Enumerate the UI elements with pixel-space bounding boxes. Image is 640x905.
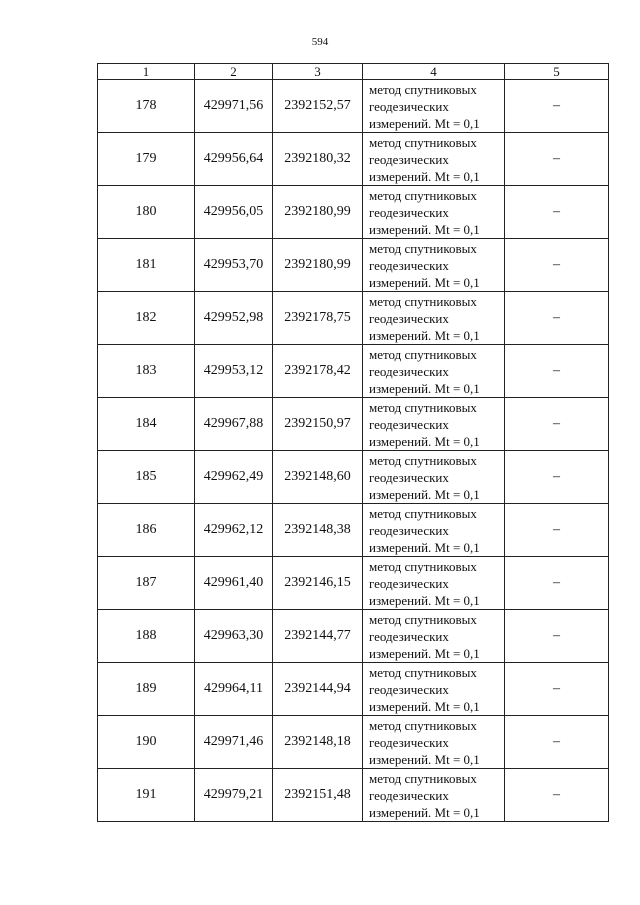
method-line: геодезических: [369, 787, 449, 803]
method-cell: [363, 239, 505, 292]
header-col-3: 3: [273, 64, 363, 80]
point-number-cell: 188: [98, 610, 195, 663]
table-body: [98, 80, 609, 822]
y-coordinate-cell: 2392144,94: [273, 663, 363, 716]
header-col-4: 4: [363, 64, 505, 80]
method-line: геодезических: [369, 522, 449, 538]
method-line: геодезических: [369, 469, 449, 485]
y-coordinate-cell: 2392180,32: [273, 133, 363, 186]
x-coordinate-cell: 429979,21: [195, 769, 273, 822]
x-coordinate-cell: 429963,30: [195, 610, 273, 663]
x-coordinate-cell: 429953,70: [195, 239, 273, 292]
table-header: [98, 64, 609, 80]
point-number-cell: 179: [98, 133, 195, 186]
note-cell: –: [505, 345, 609, 398]
method-cell: [363, 451, 505, 504]
point-number-cell: 185: [98, 451, 195, 504]
method-line: метод спутниковых: [369, 452, 477, 468]
point-number-cell: 189: [98, 663, 195, 716]
x-coordinate-cell: 429962,49: [195, 451, 273, 504]
y-coordinate-cell: 2392178,75: [273, 292, 363, 345]
method-line: метод спутниковых: [369, 187, 477, 203]
y-coordinate-cell: 2392152,57: [273, 80, 363, 133]
x-coordinate-cell: 429967,88: [195, 398, 273, 451]
note-cell: –: [505, 133, 609, 186]
method-line: измерений. Mt = 0,1: [369, 804, 480, 820]
point-number-cell: 190: [98, 716, 195, 769]
note-cell: –: [505, 504, 609, 557]
y-coordinate-cell: 2392151,48: [273, 769, 363, 822]
x-coordinate-cell: 429971,56: [195, 80, 273, 133]
point-number-cell: 180: [98, 186, 195, 239]
x-coordinate-cell: 429962,12: [195, 504, 273, 557]
table-row: [98, 610, 609, 663]
method-line: геодезических: [369, 204, 449, 220]
y-coordinate-cell: 2392180,99: [273, 239, 363, 292]
note-cell: –: [505, 186, 609, 239]
x-coordinate-cell: 429964,11: [195, 663, 273, 716]
method-line: геодезических: [369, 681, 449, 697]
note-cell: –: [505, 557, 609, 610]
method-line: геодезических: [369, 416, 449, 432]
method-cell: [363, 557, 505, 610]
note-cell: –: [505, 610, 609, 663]
y-coordinate-cell: 2392148,60: [273, 451, 363, 504]
point-number-cell: 184: [98, 398, 195, 451]
note-cell: –: [505, 716, 609, 769]
method-cell: [363, 504, 505, 557]
method-line: геодезических: [369, 257, 449, 273]
method-line: измерений. Mt = 0,1: [369, 168, 480, 184]
method-line: измерений. Mt = 0,1: [369, 698, 480, 714]
point-number-cell: 178: [98, 80, 195, 133]
method-line: измерений. Mt = 0,1: [369, 645, 480, 661]
method-line: геодезических: [369, 151, 449, 167]
table-row: [98, 186, 609, 239]
method-line: метод спутниковых: [369, 717, 477, 733]
table-row: [98, 239, 609, 292]
table-row: [98, 451, 609, 504]
method-line: геодезических: [369, 363, 449, 379]
method-cell: [363, 292, 505, 345]
method-line: метод спутниковых: [369, 346, 477, 362]
point-number-cell: 181: [98, 239, 195, 292]
method-cell: [363, 345, 505, 398]
x-coordinate-cell: 429956,05: [195, 186, 273, 239]
point-number-cell: 183: [98, 345, 195, 398]
x-coordinate-cell: 429953,12: [195, 345, 273, 398]
method-line: измерений. Mt = 0,1: [369, 592, 480, 608]
table-row: [98, 504, 609, 557]
page-number: 594: [311, 36, 329, 48]
method-line: метод спутниковых: [369, 293, 477, 309]
table-row: [98, 292, 609, 345]
method-line: геодезических: [369, 310, 449, 326]
method-cell: [363, 663, 505, 716]
point-number-cell: 186: [98, 504, 195, 557]
method-line: метод спутниковых: [369, 81, 477, 97]
table-row: [98, 716, 609, 769]
method-line: метод спутниковых: [369, 505, 477, 521]
table-row: [98, 80, 609, 133]
y-coordinate-cell: 2392146,15: [273, 557, 363, 610]
method-line: измерений. Mt = 0,1: [369, 327, 480, 343]
method-line: измерений. Mt = 0,1: [369, 433, 480, 449]
header-col-1: 1: [98, 64, 195, 80]
table-row: [98, 345, 609, 398]
table-row: [98, 398, 609, 451]
method-line: метод спутниковых: [369, 611, 477, 627]
method-line: геодезических: [369, 98, 449, 114]
y-coordinate-cell: 2392148,18: [273, 716, 363, 769]
table-row: [98, 769, 609, 822]
method-cell: [363, 186, 505, 239]
y-coordinate-cell: 2392144,77: [273, 610, 363, 663]
coordinates-table: [97, 63, 609, 822]
x-coordinate-cell: 429961,40: [195, 557, 273, 610]
method-line: измерений. Mt = 0,1: [369, 221, 480, 237]
method-line: метод спутниковых: [369, 399, 477, 415]
method-cell: [363, 80, 505, 133]
note-cell: –: [505, 292, 609, 345]
note-cell: –: [505, 451, 609, 504]
method-line: метод спутниковых: [369, 770, 477, 786]
table-row: [98, 133, 609, 186]
header-col-5: 5: [505, 64, 609, 80]
method-line: геодезических: [369, 734, 449, 750]
point-number-cell: 191: [98, 769, 195, 822]
y-coordinate-cell: 2392148,38: [273, 504, 363, 557]
method-line: измерений. Mt = 0,1: [369, 751, 480, 767]
table-row: [98, 663, 609, 716]
method-line: метод спутниковых: [369, 664, 477, 680]
method-line: метод спутниковых: [369, 134, 477, 150]
method-line: измерений. Mt = 0,1: [369, 539, 480, 555]
y-coordinate-cell: 2392150,97: [273, 398, 363, 451]
method-line: измерений. Mt = 0,1: [369, 486, 480, 502]
y-coordinate-cell: 2392180,99: [273, 186, 363, 239]
note-cell: –: [505, 80, 609, 133]
x-coordinate-cell: 429956,64: [195, 133, 273, 186]
note-cell: –: [505, 769, 609, 822]
method-cell: [363, 610, 505, 663]
method-line: измерений. Mt = 0,1: [369, 380, 480, 396]
header-col-2: 2: [195, 64, 273, 80]
method-cell: [363, 398, 505, 451]
x-coordinate-cell: 429971,46: [195, 716, 273, 769]
x-coordinate-cell: 429952,98: [195, 292, 273, 345]
method-line: геодезических: [369, 575, 449, 591]
note-cell: –: [505, 398, 609, 451]
method-line: измерений. Mt = 0,1: [369, 115, 480, 131]
note-cell: –: [505, 239, 609, 292]
point-number-cell: 187: [98, 557, 195, 610]
method-line: метод спутниковых: [369, 558, 477, 574]
table-row: [98, 557, 609, 610]
y-coordinate-cell: 2392178,42: [273, 345, 363, 398]
point-number-cell: 182: [98, 292, 195, 345]
method-cell: [363, 716, 505, 769]
method-cell: [363, 133, 505, 186]
note-cell: –: [505, 663, 609, 716]
header-row: [98, 64, 609, 80]
method-cell: [363, 769, 505, 822]
method-line: измерений. Mt = 0,1: [369, 274, 480, 290]
method-line: геодезических: [369, 628, 449, 644]
method-line: метод спутниковых: [369, 240, 477, 256]
